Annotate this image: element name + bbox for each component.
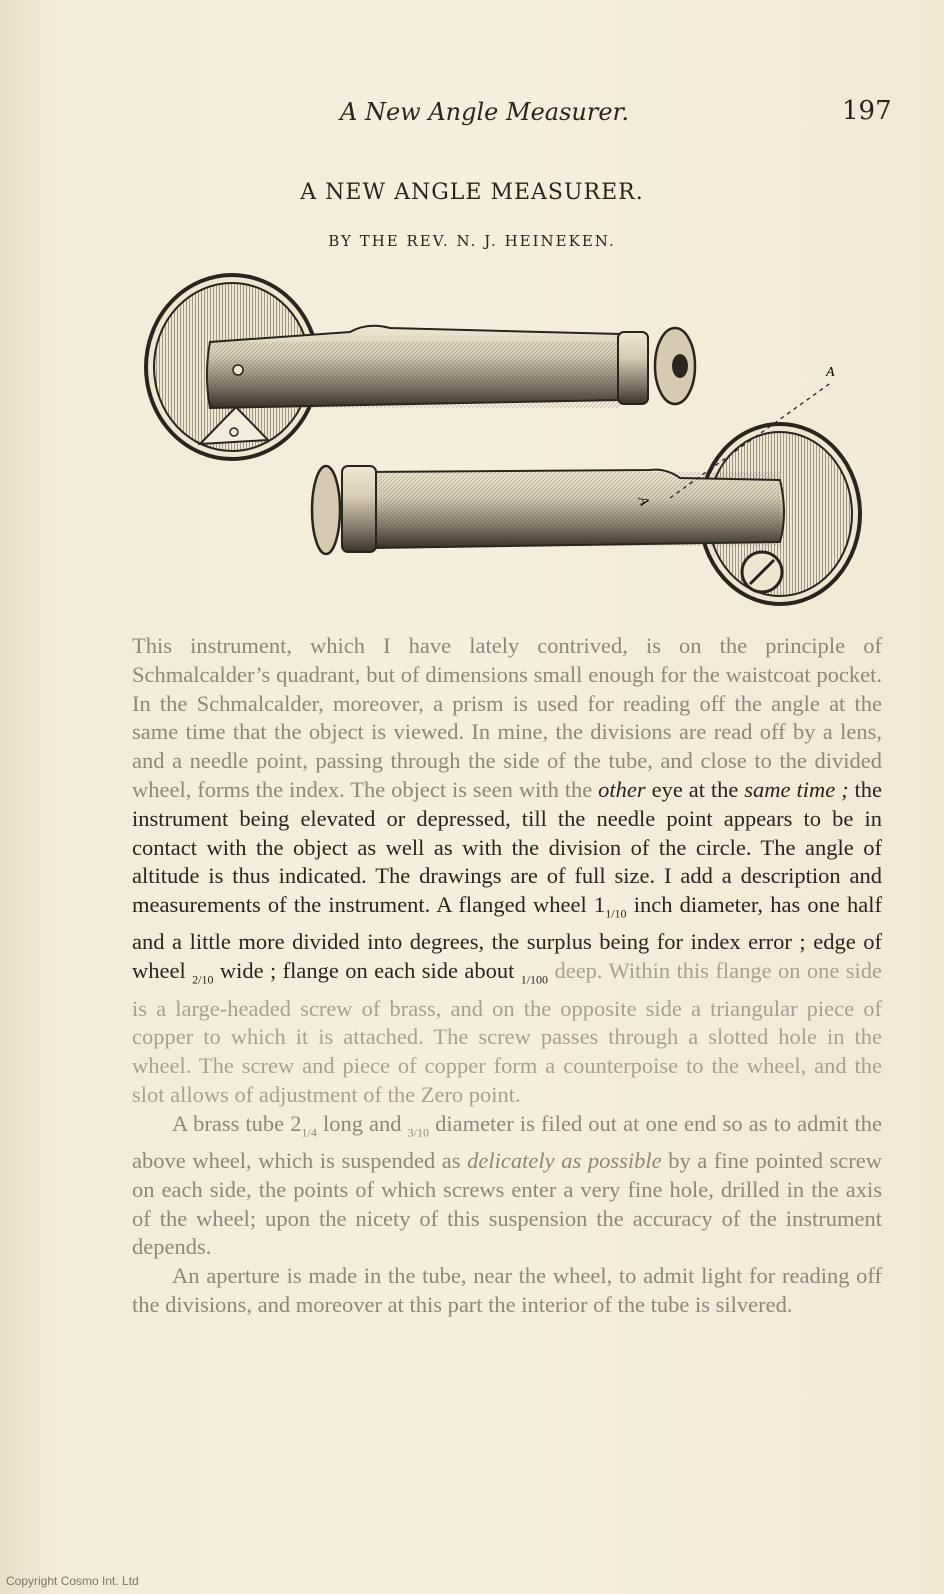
article-body [132,632,882,1320]
fraction-4: 1/4 [301,1125,317,1140]
page-number: 197 [842,96,892,126]
paragraph-2-c: diameter is filed out at one end so as to admit the above wheel, which is suspended as [132,1110,882,1174]
paragraph-3: An aperture is made in the tube, near the wheel, to admit light for reading off the divisions, and moreover at this part the interior of the tube is silvered. [132,1263,882,1318]
running-head: A New Angle Measurer. [340,98,629,126]
fraction-3: 1/100 [520,972,549,987]
instrument-engraving [140,272,880,612]
fraction-2: 2/10 [192,972,214,987]
fraction-1: 1/10 [605,906,627,921]
paragraph-2 [132,1110,882,1262]
paragraph-1 [132,632,882,1110]
fraction-5: 3/10 [407,1125,429,1140]
paragraph-1-text: This instrument, which I have lately contrived, is on the principle of Schmalcalder’s quadrant, but of dimensions small enough for the waistcoat pocket. In the Schmalcalder, moreover, a prism is used for reading off the angle at the same time that the object is viewed. In mine, the divisions are read off by a lens, and a needle point, passing through the side of the tube, and close to the divided wheel, forms the index. The object is seen with the [132,633,882,802]
byline: BY THE REV. N. J. HEINEKEN. [328,232,616,250]
paragraph-1-end: the instrument being elevated or depressed, till the needle point appears to be in contact with the object as well as with the division of the circle. The angle of altitude is thus indicated. The drawings are of full size. I add a description and measurements of the instrument. A flanged wheel 1 [132,776,883,918]
paragraph-1-d: deep. Within this flange on one side is a large-headed screw of brass, and on the opposite side a triangular piece of copper to which it is attached. The screw passes through a slotted hole in the wheel. The screw and piece of copper form a counterpoise to the wheel, and the slot allows of adjustment of the Zero point. [132,958,883,1107]
copyright-watermark: Copyright Cosmo Int. Ltd [6,1574,139,1588]
paragraph-1-emphasis-1: other [598,776,646,802]
paragraph-1-c: wide ; flange on each side about [219,958,515,984]
paragraph-2-a: A brass tube 2 [172,1110,302,1136]
upper-tube [207,326,695,408]
figure-label-a: A [826,365,835,380]
paragraph-1-emphasis-2: same time ; [744,776,849,802]
paragraph-1-b: inch diameter, has one half and a little more divided into degrees, the surplus being for index error ; edge of wheel [132,892,882,984]
instrument-illustration [140,272,880,612]
figure-mark-label: A [634,494,652,508]
paragraph-2-emphasis: delicately as possible [467,1148,662,1174]
paragraph-1-mid: eye at the [651,776,739,802]
paragraph-2-b: long and [322,1110,402,1136]
article-title: A NEW ANGLE MEASURER. [300,180,644,205]
paragraph-2-d: by a fine pointed screw on each side, the points of which screws enter a very fine hole, drilled in the axis of the wheel; upon the nicety of this suspension the accuracy of the instrument depends. [132,1148,883,1260]
